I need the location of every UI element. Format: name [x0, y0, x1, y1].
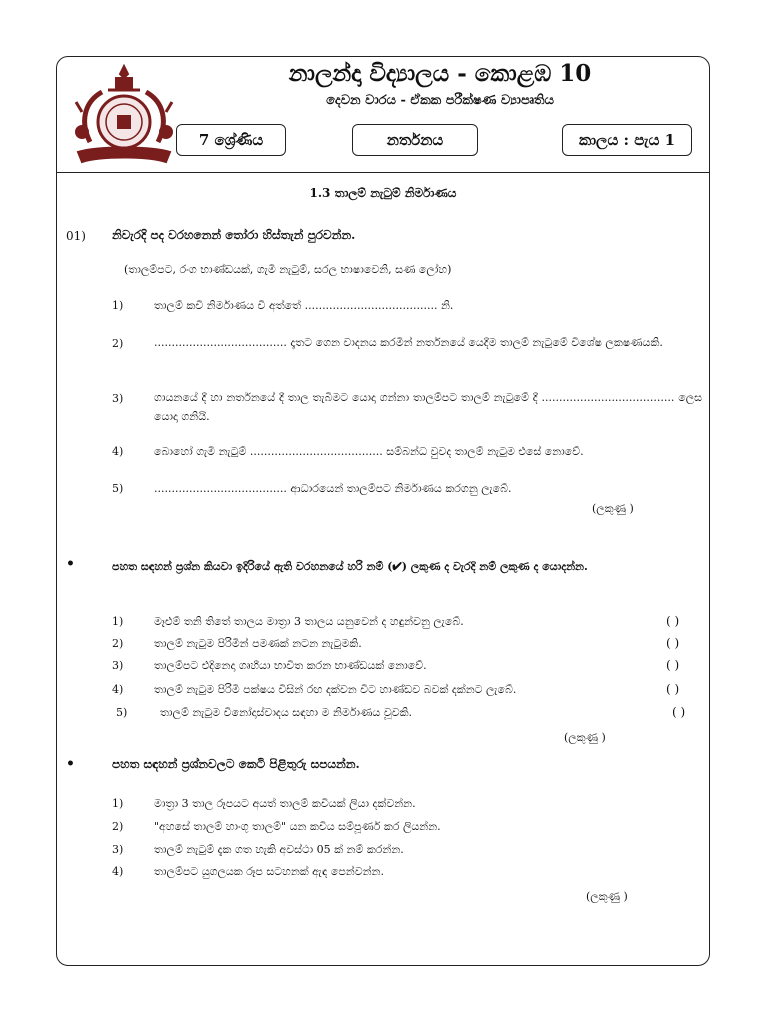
- exam-subtitle: දෙවන වාරය - ඒකක පරීක්ෂණ ව්‍යාපෘතිය: [326, 93, 554, 108]
- s3-item-text: "අහසේ තාලම් හාංගු තාලම්" යන කවිය සම්පූර්ණ කර ලියන්න.: [154, 820, 441, 833]
- section2-bullet: •: [66, 556, 75, 572]
- lesson-topic: 1.3 තාලම් නැටුම් නිර්මාණය: [309, 186, 457, 200]
- s2-answer-bracket[interactable]: ( ): [666, 614, 680, 628]
- s1-item-text: ...................................... දෑතට ගෙන වාදනය කරමින් නර්තනයේ යෙදීම තාලම් නැටුමේ විශේෂ ලකෂණයකි.: [154, 336, 663, 349]
- s1-item-text: බොහෝ ගැමි නැටුම් ...................................... සම්බන්ධ වුවද තාලම් නැටුම එසේ නොවේ.: [154, 445, 584, 458]
- s2-item-num: 5): [116, 706, 128, 719]
- s2-item-text: තාලම් නැටුම විනෝදාස්වාදය සඳහා ම නිර්මාණය වූවකි.: [160, 706, 413, 719]
- s2-item-text: තාලම් නැටුම පිරිමි පක්ෂය විසින් රඟ දක්වන විට හාණ්ඩව බවක් දක්නට ලැබේ.: [154, 683, 517, 696]
- section1-instruction: නිවැරදි පද වරහනෙන් තෝරා හිස්තැන් පුරවන්න.: [112, 228, 356, 242]
- s1-item-num: 1): [112, 299, 124, 312]
- s2-item-num: 3): [112, 659, 124, 672]
- s1-item-text: ...................................... ආධාරයෙන් තාලම්පට නිර්මාණය කරගනු ලැබේ.: [154, 482, 512, 495]
- s3-item-text: මාත්‍රා 3 තාල රූපයට අයත් තාලම් කවියක් ලියා දක්වන්න.: [154, 797, 416, 810]
- s3-item-num: 4): [112, 865, 124, 878]
- header-divider: [56, 172, 710, 173]
- section1-marks: (ලකුණු ): [592, 502, 634, 515]
- subject-box: [352, 124, 478, 156]
- section2-marks: (ලකුණු ): [564, 731, 606, 744]
- s3-item-text: තාලම්පට යුගලයක රූප සටහනක් ඇඳ පෙන්වන්න.: [154, 865, 384, 878]
- s2-answer-bracket[interactable]: ( ): [672, 705, 686, 719]
- s3-item-num: 2): [112, 820, 124, 833]
- s2-answer-bracket[interactable]: ( ): [666, 658, 680, 672]
- s1-item-text: ගායනයේ දී හා නර්තනයේ දී තාල තැබීමට යොදා ගන්නා තාලම්පට තාලම් නැටුමේ දී ...................................... ලෙස යොදා ගනියි.: [154, 391, 702, 423]
- grade-box: [176, 124, 286, 156]
- s2-item-num: 1): [112, 615, 124, 628]
- grade-label: 7 ශ්‍රේණිය: [198, 131, 264, 149]
- s2-item-num: 4): [112, 683, 124, 696]
- time-label: කාලය : පැය 1: [578, 131, 676, 149]
- s2-item-text: තාලම් නැටුම පිරිමින් පමණක් නටන නැටුමකි.: [154, 637, 362, 650]
- s1-item-num: 2): [112, 337, 124, 350]
- s2-item-text: මෑළුම් තනි තිතේ තාලය මාත්‍රා 3 තාලය යනුවෙන් ද හඳුන්වනු ලැබේ.: [154, 615, 464, 628]
- s1-item-num: 4): [112, 445, 124, 458]
- s3-item-text: තාලම් නැටුම් දැක ගත හැකි අවස්ථා 05 ක් නම් කරන්න.: [154, 843, 404, 856]
- time-box: [562, 124, 692, 156]
- s2-answer-bracket[interactable]: ( ): [666, 636, 680, 650]
- s3-item-num: 3): [112, 843, 124, 856]
- s1-item-num: 5): [112, 482, 124, 495]
- section1-number: 01): [66, 229, 86, 243]
- section3-marks: (ලකුණු ): [586, 890, 628, 903]
- section3-instruction: පහත සඳහන් ප්‍රශ්නවලට කෙටි පිළිතුරු සපයන්න.: [112, 757, 360, 771]
- s1-item-num: 3): [112, 392, 124, 405]
- school-name: නාලන්දා විද්‍යාලය - කොළඹ 10: [288, 60, 592, 87]
- school-crest-icon: [68, 62, 180, 166]
- section3-bullet: •: [66, 756, 75, 772]
- s1-item-text: තාලම් කවි නිර්මාණය වී අත්තේ ...................................... නි.: [154, 299, 454, 312]
- section2-instruction: පහත සඳහන් ප්‍රශ්න කියවා ඉදිරියේ ඇති වරහනයේ හරි නම් (✔) ලකුණ ද වැරදි නම් ලකුණ ද යොදන්න.: [112, 560, 588, 573]
- s2-answer-bracket[interactable]: ( ): [666, 682, 680, 696]
- s2-item-text: තාලම්පට එදිනෙදා ගෘහීයා භාවිත කරන භාණ්ඩයක් නොවේ.: [154, 659, 427, 672]
- subject-label: නර්තනය: [386, 131, 444, 149]
- s2-item-num: 2): [112, 637, 124, 650]
- s3-item-num: 1): [112, 797, 124, 810]
- section1-word-bank: (තාලම්පට, රංග භාණ්ඩයක්, ගැමි නැටුම්, සරල භාෂාවෙනි, සණ ලෝහ): [124, 263, 452, 276]
